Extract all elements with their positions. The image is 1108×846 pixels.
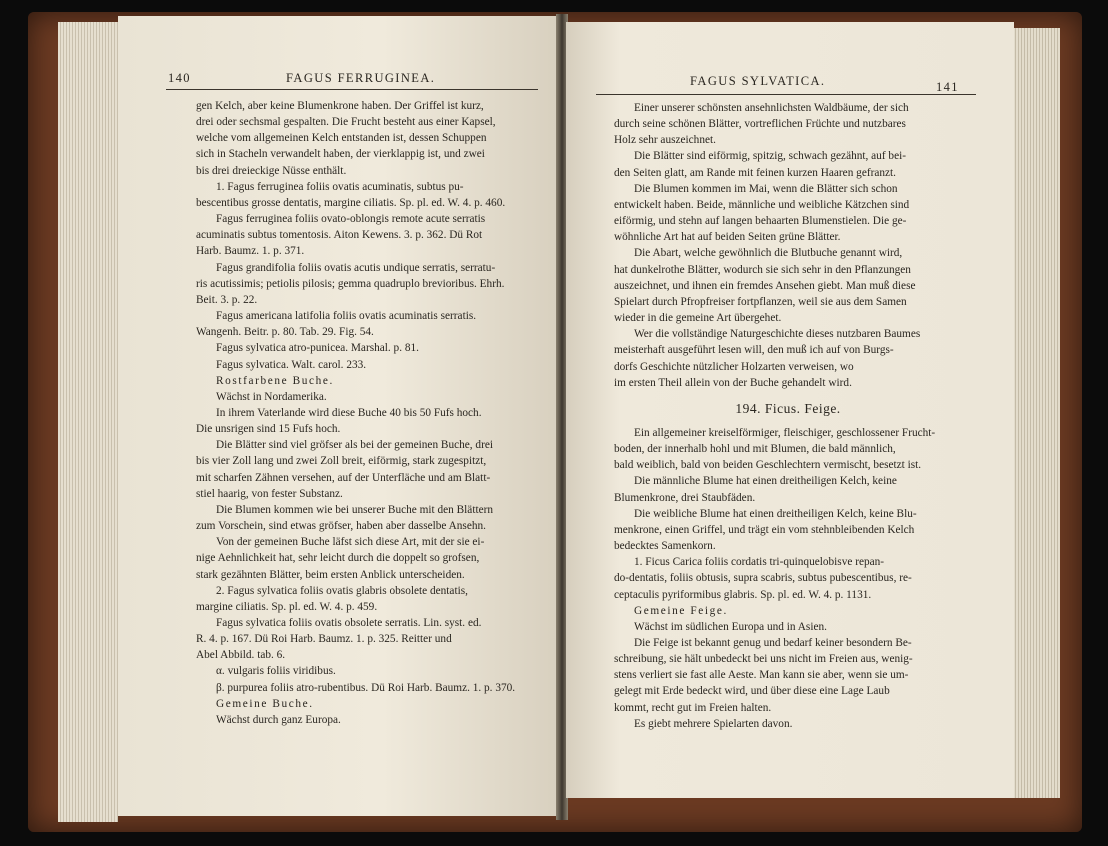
- text-line: meisterhaft ausgeführt lesen will, den muß ich auf von Burgs-: [614, 344, 894, 357]
- text-line: margine ciliatis. Sp. pl. ed. W. 4. p. 459.: [196, 600, 378, 613]
- left-body-text: [196, 98, 544, 728]
- text-line: zum Vorschein, sind etwas gröfser, haben aber dasselbe Ansehn.: [196, 520, 486, 533]
- text-line: entwickelt haben. Beide, männliche und weibliche Kätzchen sind: [614, 198, 910, 211]
- text-line: Fagus ferruginea foliis ovato-oblongis remote acute serratis: [216, 213, 486, 226]
- text-line: Die unsrigen sind 15 Fufs hoch.: [196, 423, 341, 436]
- text-line: bescentibus grosse dentatis, margine ciliatis. Sp. pl. ed. W. 4. p. 460.: [196, 196, 506, 209]
- text-line: eiförmig, und stehn auf langen behaarten Blumenstielen. Die ge-: [614, 215, 907, 228]
- text-line: welche vom allgemeinen Kelch entstanden ist, dessen Schuppen: [196, 132, 487, 145]
- text-line: gelegt mit Erde bedeckt wird, und über diese eine Lage Laub: [614, 685, 890, 698]
- text-line: Wächst durch ganz Europa.: [216, 713, 341, 726]
- left-header-rule: [166, 89, 538, 90]
- text-line: bald weiblich, bald von beiden Geschlechtern vermischt, besetzt ist.: [614, 459, 922, 472]
- text-line: stens verliert sie fast alle Aeste. Man kann sie aber, wenn sie um-: [614, 669, 909, 682]
- text-line: Wächst in Nordamerika.: [216, 390, 327, 403]
- text-line: ceptaculis pyriformibus glabris. Sp. pl. ed. W. 4. p. 1131.: [614, 588, 872, 601]
- text-line: Holz sehr auszeichnet.: [614, 134, 716, 147]
- text-line: Es giebt mehrere Spielarten davon.: [634, 717, 793, 730]
- text-line: Die weibliche Blume hat einen dreitheiligen Kelch, keine Blu-: [634, 507, 917, 520]
- text-line: wieder in die gemeine Art übergehet.: [614, 312, 782, 325]
- text-line: Die Blumen kommen im Mai, wenn die Blätter sich schon: [634, 182, 898, 195]
- text-line: nige Aehnlichkeit hat, sehr leicht durch die doppelt so grofsen,: [196, 552, 480, 565]
- right-running-head: FAGUS SYLVATICA.: [690, 74, 826, 88]
- text-line: kommt, recht gut im Freien halten.: [614, 701, 772, 714]
- text-line: Die Abart, welche gewöhnlich die Blutbuche genannt wird,: [634, 247, 903, 260]
- right-header-rule: [596, 94, 976, 95]
- text-line: den Seiten glatt, am Rande mit feinen kurzen Haaren gefranzt.: [614, 166, 896, 179]
- text-line: Die männliche Blume hat einen dreitheiligen Kelch, keine: [634, 475, 897, 488]
- text-line: im ersten Theil allein von der Buche gehandelt wird.: [614, 376, 852, 389]
- text-line: In ihrem Vaterlande wird diese Buche 40 bis 50 Fufs hoch.: [216, 406, 482, 419]
- text-line: boden, der innerhalb hohl und mit Blumen, die bald männlich,: [614, 443, 896, 456]
- text-line: stiel haarig, von fester Substanz.: [196, 487, 343, 500]
- text-line: Wangenh. Beitr. p. 80. Tab. 29. Fig. 54.: [196, 326, 374, 339]
- left-running-head: FAGUS FERRUGINEA.: [286, 71, 436, 85]
- text-line: bis vier Zoll lang und zwei Zoll breit, eiförmig, stark zugespitzt,: [196, 455, 487, 468]
- right-page-number: 141: [936, 80, 959, 94]
- text-line: Wächst im südlichen Europa und in Asien.: [634, 620, 827, 633]
- text-line: Die Blätter sind viel gröfser als bei der gemeinen Buche, drei: [216, 439, 493, 452]
- text-line: acuminatis subtus tomentosis. Aiton Kewens. 3. p. 362. Dü Rot: [196, 229, 483, 242]
- text-line: Fagus sylvatica. Walt. carol. 233.: [216, 358, 367, 371]
- text-line: stark gezähnten Blätter, beim ersten Anblick unterscheiden.: [196, 568, 465, 581]
- right-body-text: [614, 100, 962, 732]
- text-line: bedecktes Samenkorn.: [614, 540, 716, 553]
- right-page-edges: [1010, 28, 1060, 798]
- text-line: durch seine schönen Blätter, vortreflichen Früchte und nutzbares: [614, 118, 906, 131]
- text-line: Fagus sylvatica foliis ovatis obsolete serratis. Lin. syst. ed.: [216, 617, 482, 629]
- text-line: Fagus americana latifolia foliis ovatis acuminatis serratis.: [216, 310, 477, 323]
- text-line: Die Blätter sind eiförmig, spitzig, schwach gezähnt, auf bei-: [634, 150, 906, 163]
- text-line: Rostfarbene Buche.: [216, 374, 334, 387]
- text-line: ris acutissimis; petiolis pilosis; gemma quadruplo brevioribus. Ehrh.: [196, 277, 505, 290]
- text-line: Spielart durch Pfropfreiser fortpflanzen, weil sie aus dem Samen: [614, 295, 907, 308]
- left-page-number: 140: [168, 71, 191, 85]
- text-line: hat dunkelrothe Blätter, wodurch sie sich sehr in den Pflanzungen: [614, 263, 911, 276]
- text-line: Blumenkrone, drei Staubfäden.: [614, 491, 756, 504]
- right-page: [566, 22, 1014, 798]
- text-line: Die Blumen kommen wie bei unserer Buche mit den Blättern: [216, 503, 494, 516]
- text-line: R. 4. p. 167. Dü Roi Harb. Baumz. 1. p. 325. Reitter und: [196, 633, 452, 646]
- text-line: β. purpurea foliis atro-rubentibus. Dü Roi Harb. Baumz. 1. p. 370.: [216, 681, 516, 694]
- text-line: Von der gemeinen Buche läfst sich diese Art, mit der sie ei-: [216, 536, 485, 549]
- text-line: 1. Ficus Carica foliis cordatis tri-quinquelobisve repan-: [634, 556, 885, 569]
- text-line: α. vulgaris foliis viridibus.: [216, 665, 336, 678]
- text-line: do-dentatis, foliis obtusis, supra scabris, subtus pubescentibus, re-: [614, 572, 912, 585]
- text-line: Gemeine Feige.: [634, 604, 728, 617]
- left-page-edges: [58, 22, 118, 822]
- text-line: wöhnliche Art hat auf beiden Seiten grüne Blätter.: [614, 231, 841, 244]
- text-line: 2. Fagus sylvatica foliis ovatis glabris obsolete dentatis,: [216, 584, 468, 597]
- text-line: Harb. Baumz. 1. p. 371.: [196, 245, 305, 258]
- text-line: gen Kelch, aber keine Blumenkrone haben. Der Griffel ist kurz,: [196, 100, 484, 112]
- text-line: Gemeine Buche.: [216, 697, 314, 710]
- left-page: [118, 16, 558, 816]
- text-line: bis drei dreieckige Nüsse enthält.: [196, 164, 347, 177]
- text-line: drei oder sechsmal gespalten. Die Frucht besteht aus einer Kapsel,: [196, 116, 496, 129]
- text-line: Fagus sylvatica atro-punicea. Marshal. p. 81.: [216, 342, 419, 355]
- text-line: auszeichnet, und ihnen ein fremdes Ansehen giebt. Man muß diese: [614, 279, 916, 292]
- text-line: schreibung, sie hält unbedeckt bei uns nicht im Freien aus, wenig-: [614, 653, 913, 666]
- text-line: Abel Abbild. tab. 6.: [196, 649, 286, 662]
- text-line: mit scharfen Zähnen versehen, auf der Unterfläche und am Blatt-: [196, 471, 491, 484]
- text-line: menkrone, einen Griffel, und trägt ein vom stehnbleibenden Kelch: [614, 523, 915, 536]
- text-line: Fagus grandifolia foliis ovatis acutis undique serratis, serratu-: [216, 261, 496, 274]
- text-line: Wer die vollständige Naturgeschichte dieses nutzbaren Baumes: [634, 328, 921, 341]
- text-line: sich in Stacheln verwandelt haben, der vierklappig ist, und zwei: [196, 148, 485, 161]
- text-line: Beit. 3. p. 22.: [196, 293, 258, 306]
- text-line: dorfs Geschichte nützlicher Holzarten verweisen, wo: [614, 360, 854, 373]
- text-line: Die Feige ist bekannt genug und bedarf keiner besondern Be-: [634, 637, 912, 649]
- text-line: 1. Fagus ferruginea foliis ovatis acuminatis, subtus pu-: [216, 180, 464, 193]
- text-line: Einer unserer schönsten ansehnlichsten Waldbäume, der sich: [634, 102, 909, 114]
- section-heading: 194. Ficus. Feige.: [735, 400, 841, 416]
- text-line: Ein allgemeiner kreiselförmiger, fleischiger, geschlossener Frucht-: [634, 426, 936, 439]
